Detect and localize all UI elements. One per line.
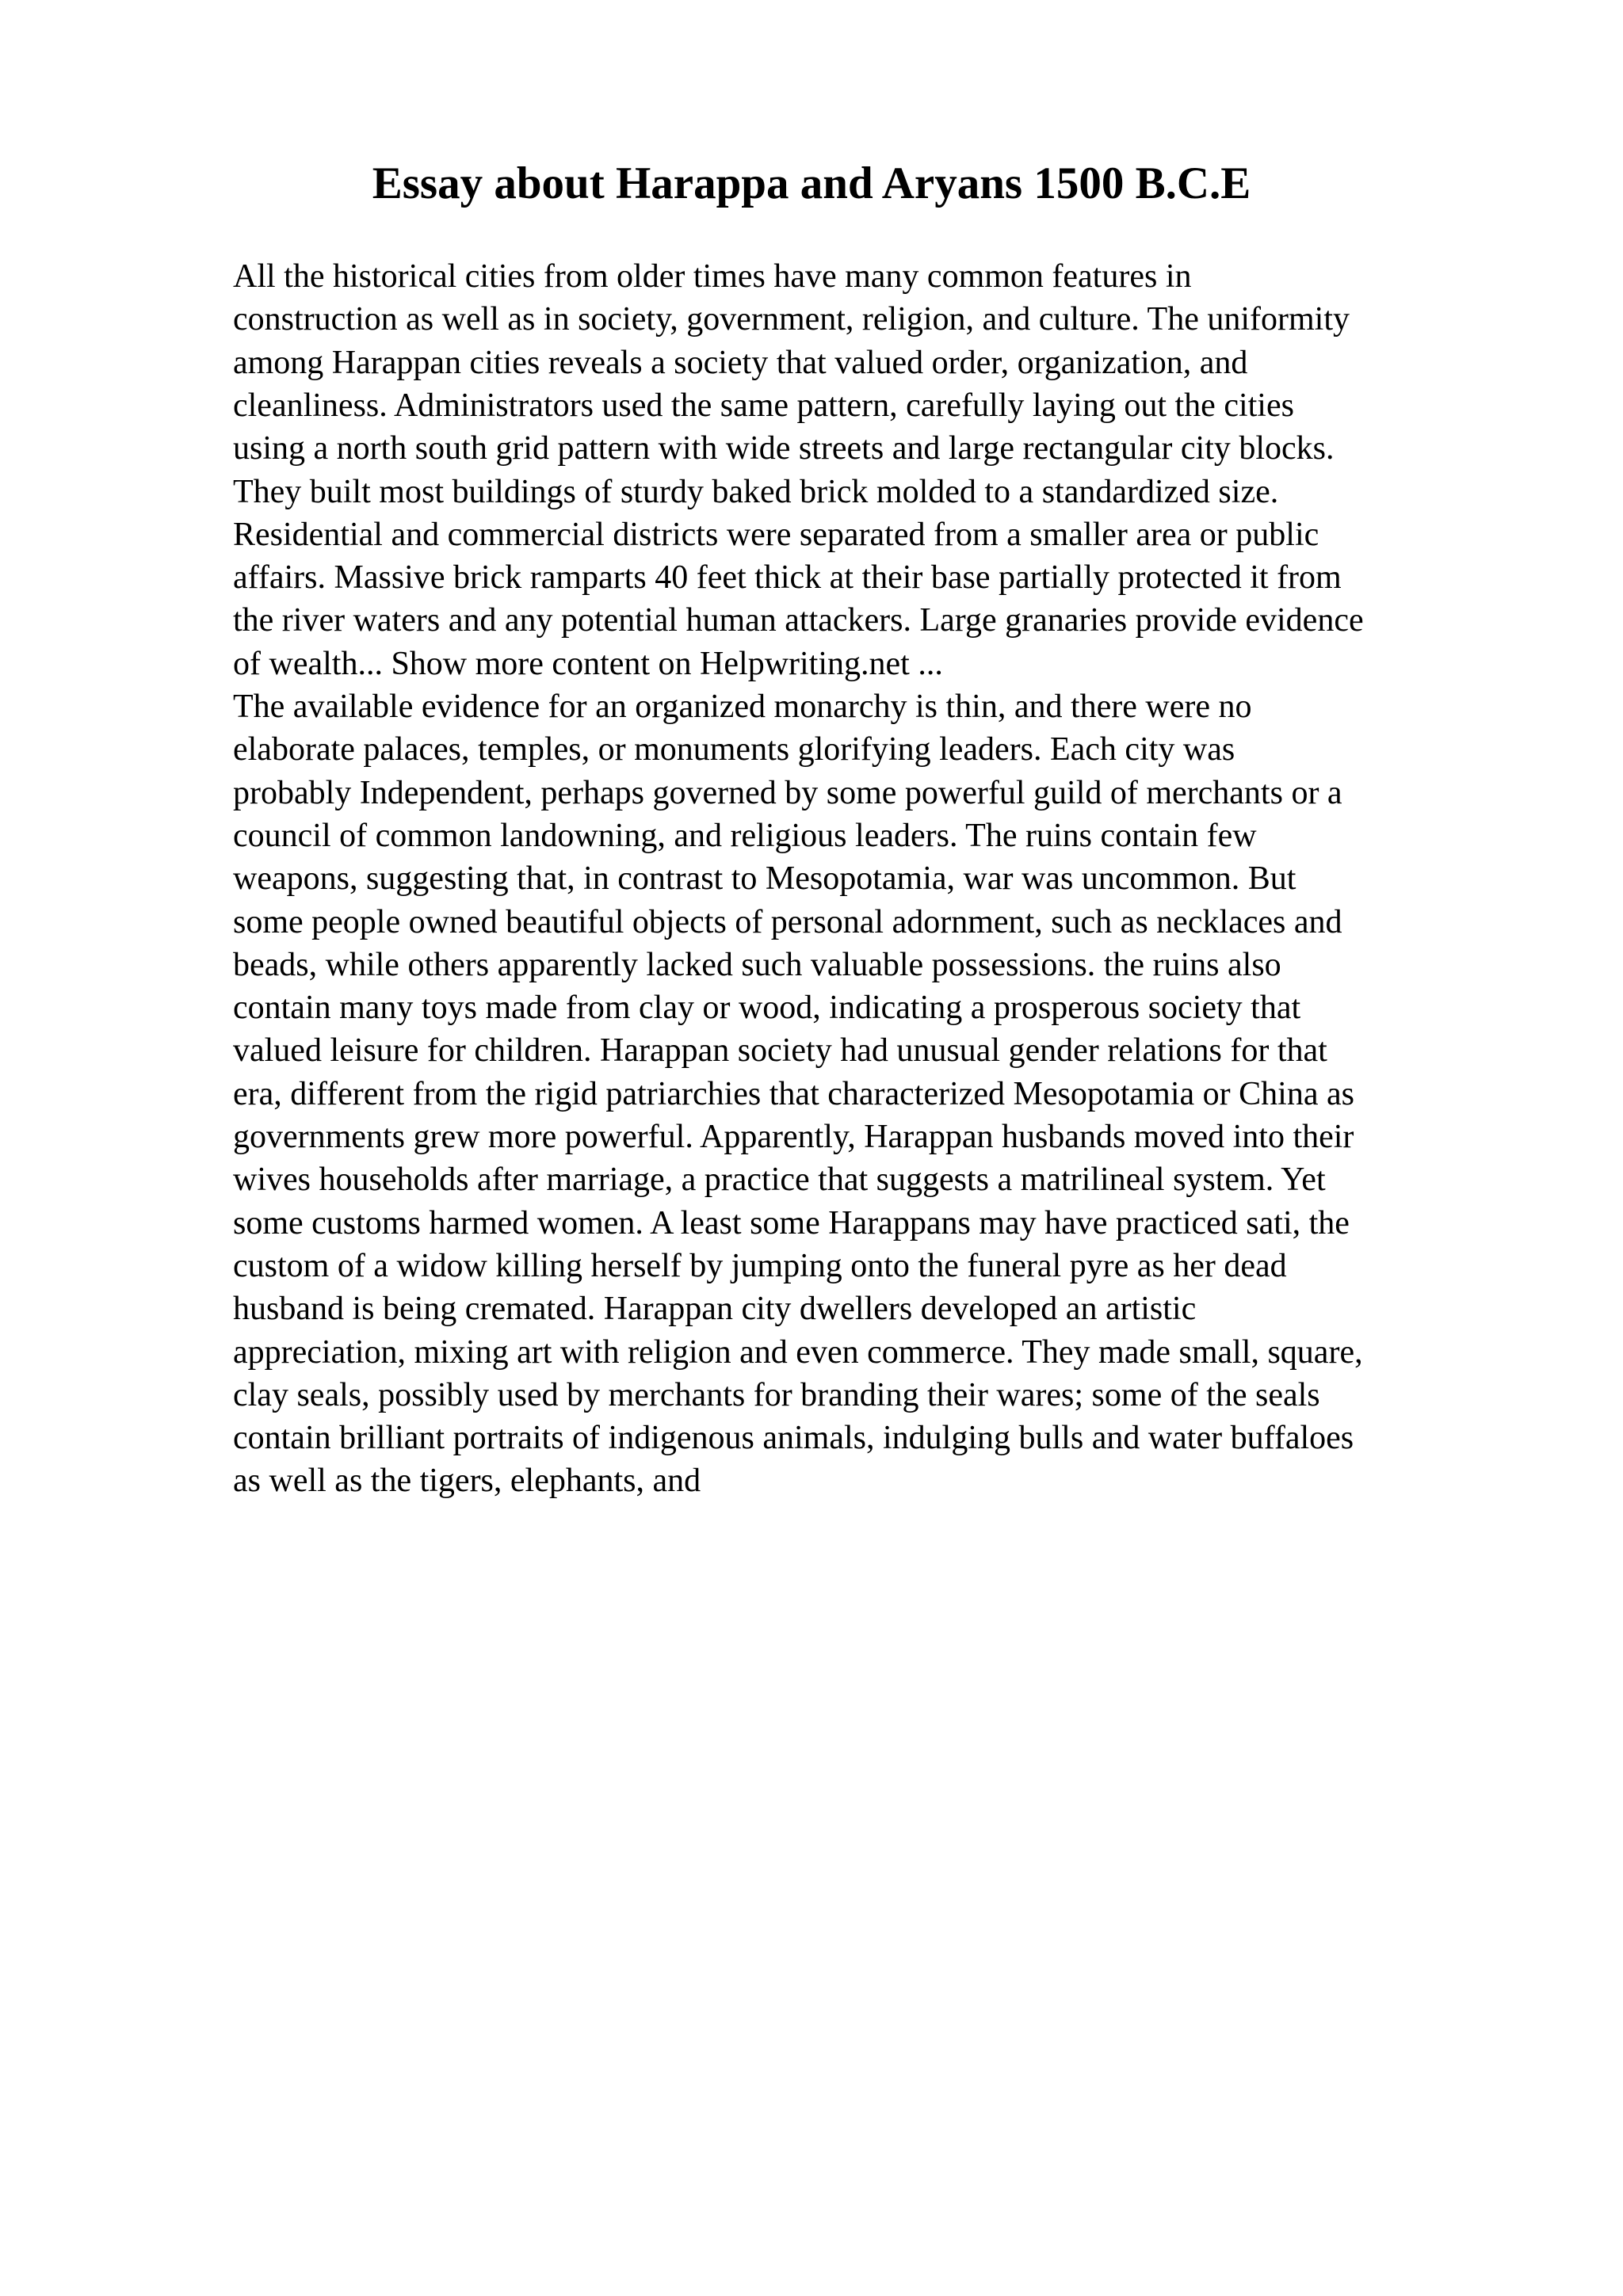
- essay-line: the river waters and any potential human attackers. Large granaries provide evidence: [233, 602, 1364, 639]
- essay-line: appreciation, mixing art with religion and even commerce. They made small, square,: [233, 1333, 1363, 1371]
- page-title: Essay about Harappa and Aryans 1500 B.C.E: [372, 158, 1251, 208]
- essay-line: elaborate palaces, temples, or monuments glorifying leaders. Each city was: [233, 731, 1235, 769]
- essay-line: valued leisure for children. Harappan society had unusual gender relations for that: [233, 1032, 1327, 1070]
- essay-line: All the historical cities from older times have many common features in: [233, 258, 1192, 295]
- essay-line: beads, while others apparently lacked such valuable possessions. the ruins also: [233, 946, 1281, 983]
- essay-line: of wealth... Show more content on Helpwriting.net ...: [233, 645, 943, 682]
- essay-line: weapons, suggesting that, in contrast to Mesopotamia, war was uncommon. But: [233, 860, 1296, 898]
- essay-line: clay seals, possibly used by merchants for branding their wares; some of the seals: [233, 1376, 1320, 1413]
- essay-line: affairs. Massive brick ramparts 40 feet thick at their base partially protected it from: [233, 559, 1342, 597]
- essay-line: They built most buildings of sturdy baked brick molded to a standardized size.: [233, 473, 1279, 510]
- essay-line: Residential and commercial districts were separated from a smaller area or public: [233, 516, 1319, 553]
- essay-line: contain brilliant portraits of indigenous animals, indulging bulls and water buffaloes: [233, 1420, 1354, 1457]
- essay-line: The available evidence for an organized monarchy is thin, and there were no: [233, 688, 1252, 725]
- essay-line: some people owned beautiful objects of personal adornment, such as necklaces and: [233, 903, 1342, 940]
- essay-line: cleanliness. Administrators used the same pattern, carefully laying out the cities: [233, 387, 1294, 424]
- essay-line: probably Independent, perhaps governed by some powerful guild of merchants or a: [233, 774, 1342, 811]
- essay-line: era, different from the rigid patriarchies that characterized Mesopotamia or China as: [233, 1075, 1354, 1112]
- essay-line: construction as well as in society, government, religion, and culture. The uniformity: [233, 301, 1350, 338]
- essay-line: as well as the tigers, elephants, and: [233, 1463, 701, 1500]
- essay-line: council of common landowning, and religious leaders. The ruins contain few: [233, 817, 1257, 854]
- essay-line: governments grew more powerful. Apparently, Harappan husbands moved into their: [233, 1119, 1354, 1155]
- essay-line: using a north south grid pattern with wide streets and large rectangular city blocks.: [233, 430, 1335, 467]
- essay-line: some customs harmed women. A least some Harappans may have practiced sati, the: [233, 1204, 1350, 1241]
- essay-line: wives households after marriage, a practice that suggests a matrilineal system. Yet: [233, 1161, 1326, 1199]
- essay-line: contain many toys made from clay or wood, indicating a prosperous society that: [233, 990, 1301, 1027]
- essay-line: among Harappan cities reveals a society that valued order, organization, and: [233, 344, 1248, 381]
- essay-line: custom of a widow killing herself by jumping onto the funeral pyre as her dead: [233, 1247, 1287, 1284]
- essay-line: husband is being cremated. Harappan city dwellers developed an artistic: [233, 1291, 1197, 1328]
